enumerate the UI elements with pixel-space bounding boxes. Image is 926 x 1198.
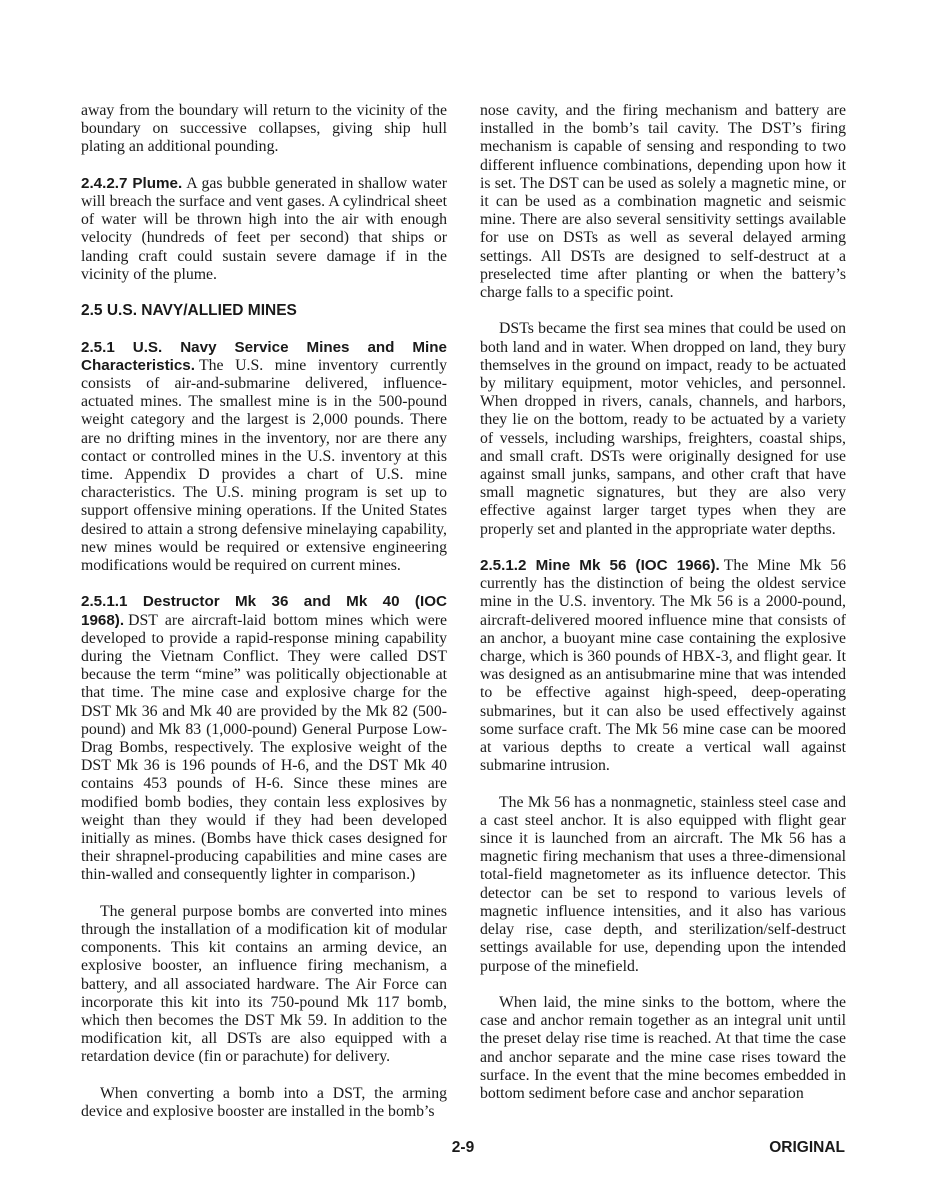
paragraph-text: The U.S. mine inventory currently consists of air-and-submarine delivered, influence-actuated mines. The smallest mine is in the 500-pound weight category and the largest is 2,000 pounds. There are no drifting mines in the inventory, nor are there any contact or controlled mines in the U.S. inventory at this time. Appendix D provides a chart of U.S. mine characteristics. The U.S. mining program is set up to support offensive mining operations. If the United States desired to attain a strong defensive minelaying capability, new mines would be required or extensive engineering modifications would be required on current mines. [81, 356, 447, 575]
paragraph-destructor [81, 593, 447, 884]
heading-plume: 2.4.2.7 Plume. [81, 174, 183, 192]
paragraph: The general purpose bombs are converted into mines through the installation of a modification kit of modular components. This kit contains an arming device, an explosive booster, an influence firing mechanism, a battery, and all associated hardware. The Air Force can incorporate this kit into its 750-pound Mk 117 bomb, which then becomes the DST Mk 59. In addition to the modification kit, all DSTs are also equipped with a retardation device (fin or parachute) for delivery. [81, 902, 447, 1066]
section-heading: 2.5 U.S. NAVY/ALLIED MINES [81, 302, 297, 320]
left-column [81, 102, 447, 1139]
heading-mk56: 2.5.1.2 Mine Mk 56 (IOC 1966). [480, 557, 720, 575]
paragraph-service-mines [81, 339, 447, 576]
paragraph: DSTs became the first sea mines that could be used on both land and in water. When dropped on land, they bury themselves in the ground on impact, ready to be actuated by military equipment, motor vehicles, and personnel. When dropped in rivers, canals, channels, and harbors, they lie on the bottom, ready to be actuated by a variety of vessels, including warships, freighters, coastal ships, and small craft. DSTs were originally designed for use against small junks, sampans, and other craft that have small magnetic signatures, but they are also very effective against larger target types when they are properly set and planted in the appropriate water depths. [480, 320, 846, 538]
paragraph-mk56 [480, 557, 846, 775]
right-column [480, 102, 846, 1121]
paragraph-text: DST are aircraft-laid bottom mines which were developed to provide a rapid-response mining capability during the Vietnam Conflict. They were called DST because the term “mine” was politically objectionable at that time. The mine case and explosive charge for the DST Mk 36 and Mk 40 are provided by the Mk 82 (500-pound) and Mk 83 (1,000-pound) General Purpose Low-Drag Bombs, respectively. The explosive weight of the DST Mk 36 is 196 pounds of H-6, and the DST Mk 40 contains 453 pounds of H-6. Since these mines are modified bomb bodies, they contain less explosives by weight than they would if they had been developed initially as mines. (Bombs have thick cases designed for their shrapnel-producing capabilities and mine cases are thin-walled and consequently lighter in comparison.) [81, 611, 447, 884]
paragraph: When converting a bomb into a DST, the arming device and explosive booster are installed in the bomb’s [81, 1084, 447, 1121]
heading-service-mines: 2.5.1 U.S. Navy Service Mines and Mine Characteristics. [81, 338, 447, 374]
paragraph-plume [81, 175, 447, 284]
paragraph: away from the boundary will return to the vicinity of the boundary on successive collapses, giving ship hull plating an additional pounding. [81, 102, 447, 156]
paragraph: The Mk 56 has a nonmagnetic, stainless steel case and a cast steel anchor. It is also equipped with flight gear since it is launched from an aircraft. The Mk 56 has a magnetic firing mechanism that uses a three-dimensional total-field magnetometer as its influence detector. This detector can be set to respond to various levels of magnetic influence intensities, and it also has various delay rise, case depth, and sterilization/self-destruct settings available for use, depending upon the intended purpose of the minefield. [480, 793, 846, 975]
paragraph: nose cavity, and the firing mechanism and battery are installed in the bomb’s tail cavity. The DST’s firing mechanism is capable of sensing and responding to two different influence combinations, depending upon how it is set. The DST can be used as solely a magnetic mine, or it can be used as a combination magnetic and seismic mine. There are also several sensitivity settings available for use on DSTs as well as several delayed arming settings. All DSTs are designed to self-destruct at a preselected time after planting or when the battery’s charge falls to a specific point. [480, 102, 846, 302]
paragraph: When laid, the mine sinks to the bottom, where the case and anchor remain together as an integral unit until the preset delay rise time is reached. At that time the case and anchor separate and the mine case rises toward the surface. In the event that the mine becomes embedded in bottom sediment before case and anchor separation [480, 993, 846, 1102]
paragraph-text: A gas bubble generated in shallow water will breach the surface and vent gases. A cylindrical sheet of water will be thrown high into the air with enough velocity (hundreds of feet per second) that ships or landing craft could sustain severe damage if in the vicinity of the plume. [81, 174, 447, 283]
edition-label: ORIGINAL [769, 1139, 845, 1156]
page-number: 2-9 [451, 1139, 475, 1156]
paragraph-text: The Mine Mk 56 currently has the distinction of being the oldest service mine in the U.S. inventory. The Mk 56 is a 2000-pound, aircraft-delivered moored influence mine that consists of an anchor, a buoyant mine case containing the explosive charge, which is 360 pounds of HBX-3, and flight gear. It was designed as an antisubmarine mine that was intended to be effective against high-speed, deep-operating submarines, but it can also be used effectively against some surface craft. The Mk 56 mine case can be moored at various depths to create a vertical wall against submarine intrusion. [480, 557, 846, 775]
heading-destructor: 2.5.1.1 Destructor Mk 36 and Mk 40 (IOC 1968). [81, 593, 447, 629]
